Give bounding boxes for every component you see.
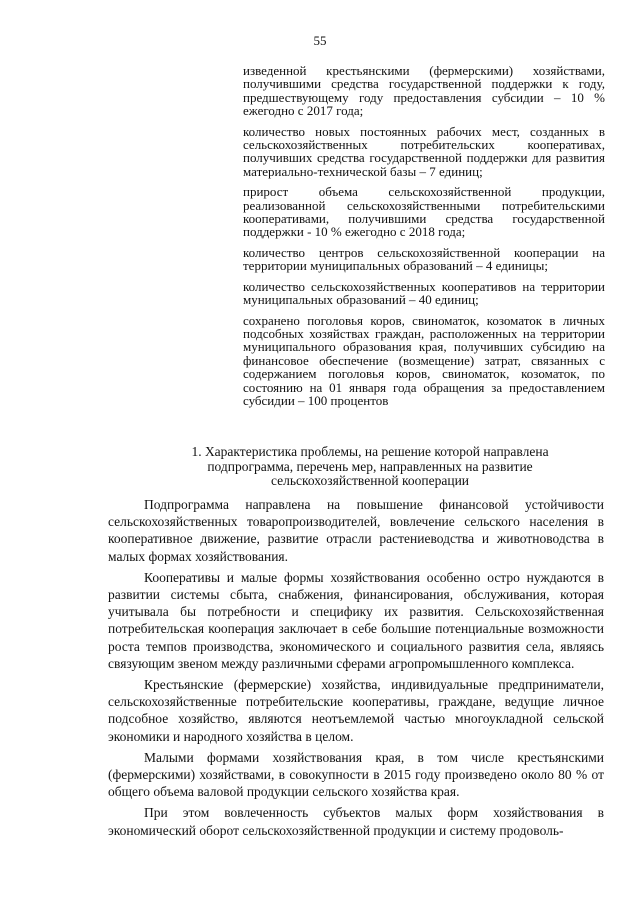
indicator-item: количество сельскохозяйственных кооперативов на территории муниципальных образований – 40 единиц;: [243, 278, 605, 308]
body-paragraph: Малыми формами хозяйствования края, в том числе крестьянскими (фермерскими) хозяйствами, в совокупности в 2015 году произведено около 80 % от общего объема валовой продукции сельского хозяйства края.: [108, 749, 604, 800]
body-paragraph: При этом вовлеченность субъектов малых форм хозяйствования в экономический оборот сельскохозяйственной продукции и систему продоволь-: [108, 805, 604, 838]
target-indicators-list: [243, 64, 605, 414]
section-title: 1. Характеристика проблемы, на решение которой направлена подпрограмма, перечень мер, направленных на развитие сельскохозяйственной кооперации: [191, 444, 549, 488]
body-paragraph: Подпрограмма направлена на повышение финансовой устойчивости сельскохозяйственных товаропроизводителей, вовлечение сельского населения в кооперативное движение, развитие отрасли растениеводства и животноводства в малых формах хозяйствования.: [108, 497, 604, 564]
indicator-item: сохранено поголовья коров, свиноматок, козоматок в личных подсобных хозяйствах граждан, расположенных на территории муниципального образования края, получивших субсидию на финансовое обеспечение (возмещение) затрат, связанных с содержанием поголовья коров, свиноматок, козоматок, по состоянию на 01 января года обращения за предоставлением субсидии – 100 процентов: [243, 312, 605, 408]
body-text: [108, 496, 604, 843]
indicator-item: количество центров сельскохозяйственной кооперации на территории муниципальных образований – 4 единицы;: [243, 244, 605, 274]
indicator-item: изведенной крестьянскими (фермерскими) хозяйствами, получившими средства государственной поддержки к году, предшествующему году предоставления субсидии – 10 % ежегодно с 2017 года;: [243, 63, 605, 119]
indicator-item: количество новых постоянных рабочих мест, созданных в сельскохозяйственных потребительских кооперативах, получивших средства государственной поддержки для развития материально-технической базы – 7 единиц;: [243, 123, 605, 179]
indicator-item: прирост объема сельскохозяйственной продукции, реализованной сельскохозяйственными потребительскими кооперативами, получившими средства государственной поддержки - 10 % ежегодно с 2018 года;: [243, 184, 605, 240]
body-paragraph: Кооперативы и малые формы хозяйствования особенно остро нуждаются в развитии системы сбыта, снабжения, финансирования, обслуживания, которая учитывала бы потребности и специфику их развития. Сельскохозяйственная потребительская кооперация заключает в себе большие потенциальные возможности роста темпов производства, экономического и социального развития села, являясь связующим звеном между различными сферами агропромышленного комплекса.: [108, 569, 604, 671]
body-paragraph: Крестьянские (фермерские) хозяйства, индивидуальные предприниматели, сельскохозяйственные потребительские кооперативы, граждане, ведущие личное подсобное хозяйство, являются неотъемлемой частью многоукладной сельской экономики и народного хозяйства в целом.: [108, 677, 604, 744]
page-number: 55: [313, 33, 327, 48]
